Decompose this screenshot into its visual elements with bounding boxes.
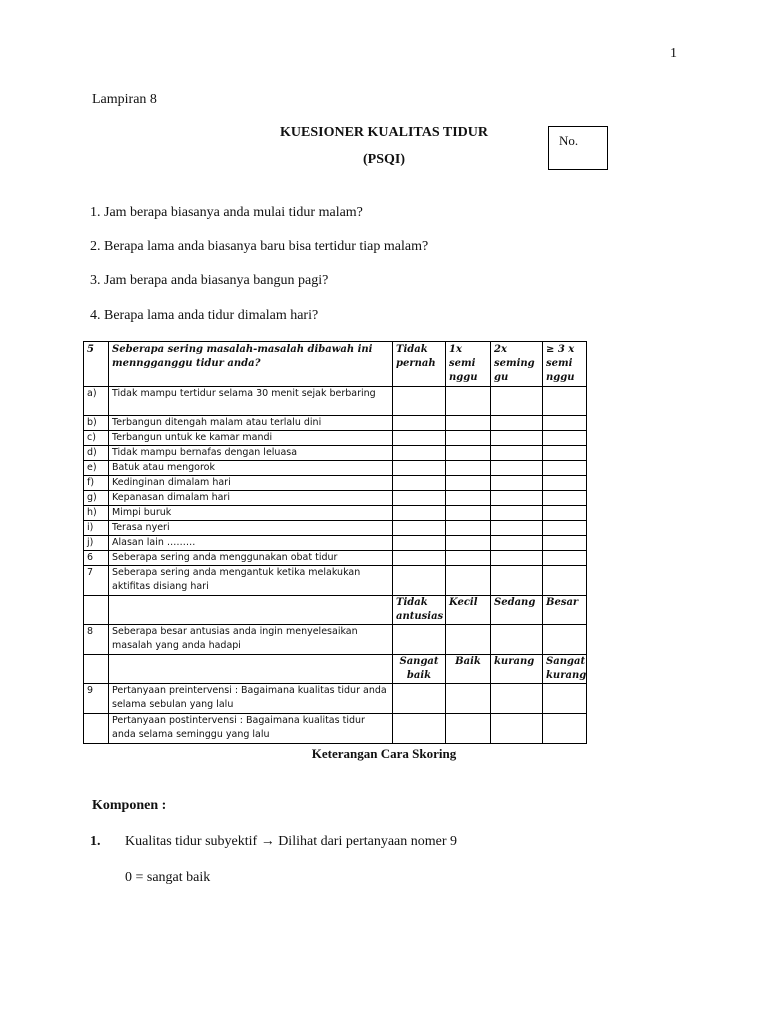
row-num: c) bbox=[84, 431, 109, 446]
table-row bbox=[84, 714, 587, 744]
answer-cell[interactable] bbox=[446, 387, 491, 416]
answer-cell[interactable] bbox=[491, 551, 543, 566]
header-never: Tidak pernah bbox=[393, 342, 446, 387]
answer-cell[interactable] bbox=[543, 551, 587, 566]
answer-cell[interactable] bbox=[393, 416, 446, 431]
answer-cell[interactable] bbox=[446, 714, 491, 744]
answer-cell[interactable] bbox=[491, 684, 543, 714]
answer-cell[interactable] bbox=[446, 446, 491, 461]
answer-cell[interactable] bbox=[393, 446, 446, 461]
answer-cell[interactable] bbox=[446, 684, 491, 714]
question-1: 1. Jam berapa biasanya anda mulai tidur malam? bbox=[90, 205, 363, 220]
answer-cell[interactable] bbox=[491, 566, 543, 596]
question-4: 4. Berapa lama anda tidur dimalam hari? bbox=[90, 308, 319, 323]
answer-cell[interactable] bbox=[393, 551, 446, 566]
scoring-heading: Keterangan Cara Skoring bbox=[311, 746, 457, 761]
scale-row-8 bbox=[84, 655, 587, 684]
empty-cell bbox=[84, 596, 109, 625]
row-num: b) bbox=[84, 416, 109, 431]
answer-cell[interactable] bbox=[446, 521, 491, 536]
answer-cell[interactable] bbox=[393, 714, 446, 744]
answer-cell[interactable] bbox=[446, 431, 491, 446]
row-num: f) bbox=[84, 476, 109, 491]
table-row bbox=[84, 387, 587, 416]
answer-cell[interactable] bbox=[393, 625, 446, 655]
component-heading: Komponen : bbox=[92, 798, 167, 813]
scale-medium: Sedang bbox=[491, 596, 543, 625]
header-once-week: 1x semi nggu bbox=[446, 342, 491, 387]
answer-cell[interactable] bbox=[491, 416, 543, 431]
row-num: i) bbox=[84, 521, 109, 536]
answer-cell[interactable] bbox=[543, 387, 587, 416]
row-num: g) bbox=[84, 491, 109, 506]
row-num: d) bbox=[84, 446, 109, 461]
answer-cell[interactable] bbox=[543, 431, 587, 446]
answer-cell[interactable] bbox=[491, 431, 543, 446]
row-text: Terbangun untuk ke kamar mandi bbox=[109, 431, 393, 446]
row-num: 6 bbox=[84, 551, 109, 566]
table-row bbox=[84, 476, 587, 491]
answer-cell[interactable] bbox=[543, 446, 587, 461]
question-3: 3. Jam berapa anda biasanya bangun pagi? bbox=[90, 273, 329, 288]
row-num: 7 bbox=[84, 566, 109, 596]
answer-cell[interactable] bbox=[446, 476, 491, 491]
table-header-row bbox=[84, 342, 587, 387]
answer-cell[interactable] bbox=[491, 387, 543, 416]
row-text: Alasan lain ……… bbox=[109, 536, 393, 551]
row-text: Mimpi buruk bbox=[109, 506, 393, 521]
row-text: Pertanyaan postintervensi : Bagaimana kualitas tidur anda selama seminggu yang lalu bbox=[109, 714, 393, 744]
row-text: Seberapa sering anda menggunakan obat tidur bbox=[109, 551, 393, 566]
document-title: KUESIONER KUALITAS TIDUR bbox=[280, 125, 488, 140]
row-num: e) bbox=[84, 461, 109, 476]
row-text: Kedinginan dimalam hari bbox=[109, 476, 393, 491]
component-text: Kualitas tidur subyektif → Dilihat dari pertanyaan nomer 9 bbox=[125, 834, 458, 849]
row-text: Terbangun ditengah malam atau terlalu dini bbox=[109, 416, 393, 431]
row-num: 8 bbox=[84, 625, 109, 655]
answer-cell[interactable] bbox=[491, 521, 543, 536]
scale-small: Kecil bbox=[446, 596, 491, 625]
row-text: Kepanasan dimalam hari bbox=[109, 491, 393, 506]
row-num: j) bbox=[84, 536, 109, 551]
header-question: Seberapa sering masalah-masalah dibawah ini menngganggu tidur anda? bbox=[109, 342, 393, 387]
page-number: 1 bbox=[670, 46, 677, 61]
empty-cell bbox=[84, 714, 109, 744]
answer-cell[interactable] bbox=[446, 506, 491, 521]
answer-cell[interactable] bbox=[446, 551, 491, 566]
scale-row-7 bbox=[84, 596, 587, 625]
answer-cell[interactable] bbox=[491, 625, 543, 655]
header-twice-week: 2x seming gu bbox=[491, 342, 543, 387]
row-num: 9 bbox=[84, 684, 109, 714]
appendix-label: Lampiran 8 bbox=[92, 92, 157, 107]
header-three-week: ≥ 3 x semi nggu bbox=[543, 342, 587, 387]
scale-very-poor: Sangat kurang bbox=[543, 655, 587, 684]
empty-cell bbox=[84, 655, 109, 684]
answer-cell[interactable] bbox=[491, 461, 543, 476]
table-row bbox=[84, 536, 587, 551]
answer-cell[interactable] bbox=[446, 536, 491, 551]
row-num: h) bbox=[84, 506, 109, 521]
empty-cell bbox=[109, 596, 393, 625]
answer-cell[interactable] bbox=[393, 476, 446, 491]
row-text: Tidak mampu bernafas dengan leluasa bbox=[109, 446, 393, 461]
answer-cell[interactable] bbox=[393, 684, 446, 714]
answer-cell[interactable] bbox=[543, 714, 587, 744]
answer-cell[interactable] bbox=[543, 476, 587, 491]
answer-cell[interactable] bbox=[446, 566, 491, 596]
answer-cell[interactable] bbox=[491, 536, 543, 551]
table-row bbox=[84, 625, 587, 655]
row-text: Seberapa sering anda mengantuk ketika melakukan aktifitas disiang hari bbox=[109, 566, 393, 596]
answer-cell[interactable] bbox=[393, 566, 446, 596]
answer-cell[interactable] bbox=[491, 506, 543, 521]
table-row bbox=[84, 431, 587, 446]
answer-cell[interactable] bbox=[543, 521, 587, 536]
answer-cell[interactable] bbox=[543, 506, 587, 521]
table-row bbox=[84, 566, 587, 596]
score-line: 0 = sangat baik bbox=[125, 870, 211, 885]
number-box-label: No. bbox=[559, 133, 579, 148]
row-text: Batuk atau mengorok bbox=[109, 461, 393, 476]
question-2: 2. Berapa lama anda biasanya baru bisa tertidur tiap malam? bbox=[90, 239, 429, 254]
answer-cell[interactable] bbox=[393, 431, 446, 446]
answer-cell[interactable] bbox=[393, 521, 446, 536]
table-row bbox=[84, 551, 587, 566]
answer-cell[interactable] bbox=[543, 625, 587, 655]
answer-cell[interactable] bbox=[393, 461, 446, 476]
scale-not-enthusiastic: Tidak antusias bbox=[393, 596, 446, 625]
row-text: Pertanyaan preintervensi : Bagaimana kualitas tidur anda selama sebulan yang lalu bbox=[109, 684, 393, 714]
table-row bbox=[84, 491, 587, 506]
answer-cell[interactable] bbox=[543, 461, 587, 476]
table-row bbox=[84, 521, 587, 536]
table-row bbox=[84, 416, 587, 431]
answer-cell[interactable] bbox=[446, 461, 491, 476]
empty-cell bbox=[109, 655, 393, 684]
answer-cell[interactable] bbox=[543, 566, 587, 596]
answer-cell[interactable] bbox=[491, 476, 543, 491]
row-text: Terasa nyeri bbox=[109, 521, 393, 536]
scale-very-good: Sangat baik bbox=[393, 655, 446, 684]
answer-cell[interactable] bbox=[446, 491, 491, 506]
psqi-table bbox=[83, 341, 587, 744]
table-row bbox=[84, 684, 587, 714]
row-text: Tidak mampu tertidur selama 30 menit sejak berbaring bbox=[109, 387, 393, 416]
table-row bbox=[84, 506, 587, 521]
header-num: 5 bbox=[84, 342, 109, 387]
scale-large: Besar bbox=[543, 596, 587, 625]
answer-cell[interactable] bbox=[446, 416, 491, 431]
number-box bbox=[548, 126, 608, 170]
answer-cell[interactable] bbox=[393, 387, 446, 416]
document-subtitle: (PSQI) bbox=[363, 152, 405, 167]
answer-cell[interactable] bbox=[393, 536, 446, 551]
row-text: Seberapa besar antusias anda ingin menyelesaikan masalah yang anda hadapi bbox=[109, 625, 393, 655]
answer-cell[interactable] bbox=[393, 491, 446, 506]
answer-cell[interactable] bbox=[543, 491, 587, 506]
answer-cell[interactable] bbox=[393, 506, 446, 521]
answer-cell[interactable] bbox=[543, 416, 587, 431]
table-row bbox=[84, 446, 587, 461]
answer-cell[interactable] bbox=[543, 684, 587, 714]
answer-cell[interactable] bbox=[446, 625, 491, 655]
table-row bbox=[84, 461, 587, 476]
answer-cell[interactable] bbox=[543, 536, 587, 551]
row-num: a) bbox=[84, 387, 109, 416]
answer-cell[interactable] bbox=[491, 491, 543, 506]
scale-poor: kurang bbox=[491, 655, 543, 684]
answer-cell[interactable] bbox=[491, 714, 543, 744]
answer-cell[interactable] bbox=[491, 446, 543, 461]
scale-good: Baik bbox=[446, 655, 491, 684]
component-number: 1. bbox=[90, 834, 101, 849]
